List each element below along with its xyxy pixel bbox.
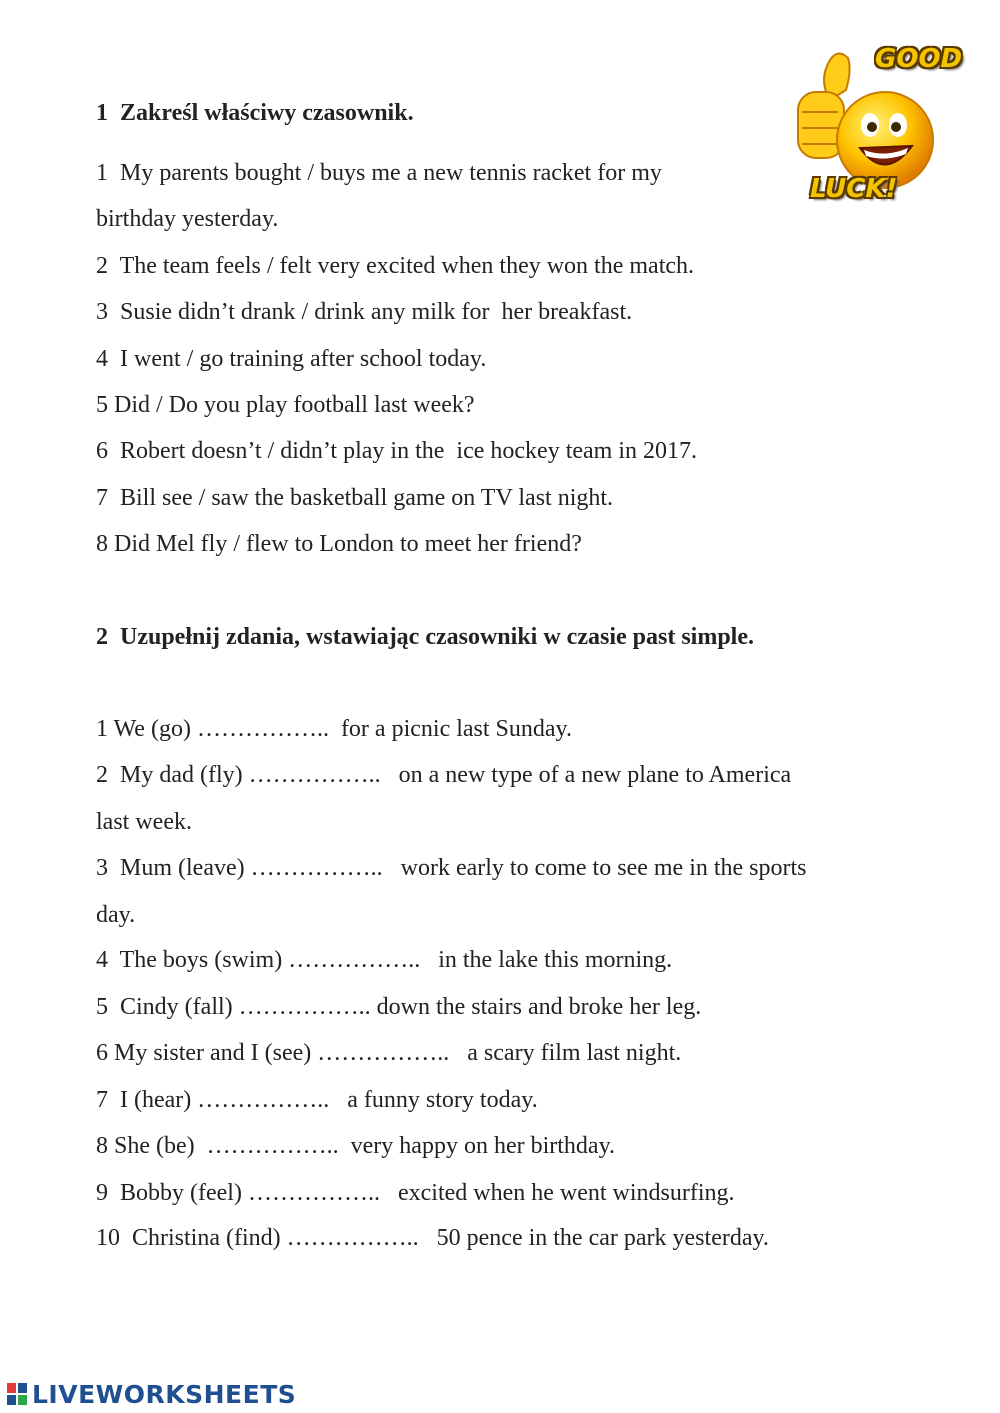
- exercise1-item: 1 My parents bought / buys me a new tennis racket for my: [96, 160, 662, 186]
- answer-blank[interactable]: ……………..: [197, 1087, 330, 1113]
- exercise1-item: 5 Did / Do you play football last week?: [96, 392, 475, 418]
- answer-blank[interactable]: ……………..: [286, 1225, 419, 1251]
- exercise2-item: 5 Cindy (fall) …………….. down the stairs and broke her leg.: [96, 994, 702, 1020]
- answer-blank[interactable]: ……………..: [206, 1133, 339, 1159]
- exercise2-item: 9 Bobby (feel) …………….. excited when he went windsurfing.: [96, 1180, 735, 1206]
- exercise2-item: 3 Mum (leave) …………….. work early to come to see me in the sports: [96, 855, 807, 881]
- answer-blank[interactable]: ……………..: [196, 716, 329, 742]
- exercise2-item: 6 My sister and I (see) …………….. a scary film last night.: [96, 1040, 682, 1066]
- answer-blank[interactable]: ……………..: [248, 762, 381, 788]
- exercise2-item: 10 Christina (find) …………….. 50 pence in the car park yesterday.: [96, 1225, 769, 1251]
- answer-blank[interactable]: ……………..: [317, 1040, 450, 1066]
- exercise2-item: 2 My dad (fly) …………….. on a new type of a new plane to America: [96, 762, 792, 788]
- exercise2-item: 7 I (hear) …………….. a funny story today.: [96, 1087, 538, 1113]
- exercise1-item: 4 I went / go training after school today.: [96, 346, 487, 372]
- liveworksheets-logo[interactable]: [6, 1380, 296, 1408]
- badge-good-text: GOOD: [875, 44, 963, 74]
- exercise2-item: 1 We (go) …………….. for a picnic last Sunday.: [96, 716, 572, 742]
- exercise2-item: day.: [96, 902, 136, 928]
- exercise1-item: 8 Did Mel fly / flew to London to meet her friend?: [96, 531, 582, 557]
- exercise1-item: 2 The team feels / felt very excited when they won the match.: [96, 253, 695, 279]
- answer-blank[interactable]: ……………..: [238, 994, 371, 1020]
- exercise1-item: birthday yesterday.: [96, 206, 279, 232]
- exercise1-item: 3 Susie didn’t drank / drink any milk for her breakfast.: [96, 299, 633, 325]
- exercise2-item: last week.: [96, 809, 192, 835]
- exercise1-item: 7 Bill see / saw the basketball game on TV last night.: [96, 485, 614, 511]
- answer-blank[interactable]: ……………..: [288, 947, 421, 973]
- liveworksheets-logo-text: LIVEWORKSHEETS: [32, 1379, 297, 1409]
- exercise2-heading: 2 Uzupełnij zdania, wstawiając czasowniki w czasie past simple.: [96, 624, 754, 650]
- exercise2-item: 8 She (be) …………….. very happy on her birthday.: [96, 1133, 616, 1159]
- answer-blank[interactable]: ……………..: [247, 1180, 380, 1206]
- answer-blank[interactable]: ……………..: [250, 855, 383, 881]
- badge-luck-text: LUCK!: [810, 174, 898, 204]
- exercise1-item: 6 Robert doesn’t / didn’t play in the ice hockey team in 2017.: [96, 438, 697, 464]
- liveworksheets-logo-icon: [6, 1382, 28, 1406]
- good-luck-badge: [790, 40, 970, 220]
- exercise2-item: 4 The boys (swim) …………….. in the lake this morning.: [96, 947, 673, 973]
- exercise1-heading: 1 Zakreśl właściwy czasownik.: [96, 100, 414, 126]
